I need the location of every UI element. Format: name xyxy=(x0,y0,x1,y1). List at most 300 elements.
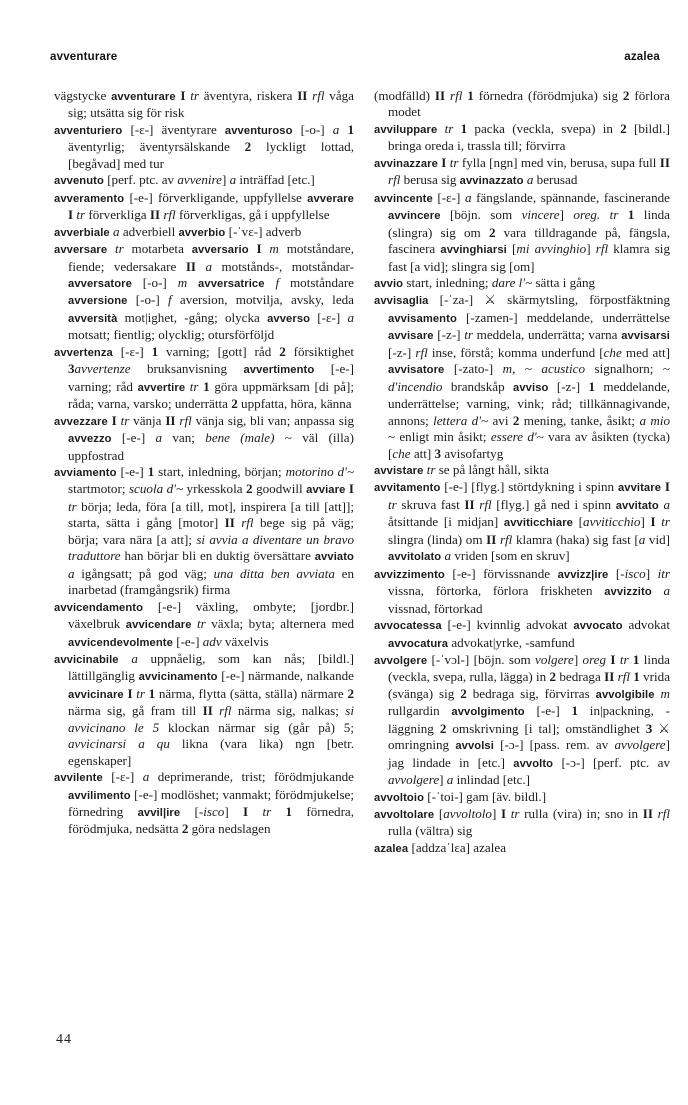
entry-text xyxy=(618,207,627,222)
entry-text: deprimerande, trist; förödmjukande xyxy=(149,769,354,785)
entry-text: äventyrlig; äventyrsälskande xyxy=(68,139,245,155)
italic-text: a xyxy=(155,430,163,446)
entry-text: fylla [ngn] med vin, berusa, supa full xyxy=(458,154,660,170)
italic-text: tr xyxy=(197,616,206,632)
entry-text: klamra (haka) sig fast [ xyxy=(512,531,639,547)
sense-number: I xyxy=(243,804,249,820)
entry-text: avi xyxy=(488,412,513,428)
dictionary-entry-avvoltoio xyxy=(374,789,670,806)
entry-text: motarbeta xyxy=(123,241,192,257)
entry-text: vissnad, förtorkad xyxy=(388,600,483,616)
italic-text: rfl xyxy=(388,172,401,188)
entry-text: [-zato-] xyxy=(444,361,503,377)
headword: avvil|ire xyxy=(137,807,181,820)
entry-text: se på långt håll, sikta xyxy=(435,461,549,477)
headword: avvinghiarsi xyxy=(440,244,507,257)
entry-text: åtsittande [i midjan] xyxy=(388,514,504,530)
entry-text: [-o-] xyxy=(127,292,168,308)
italic-text: rfl xyxy=(450,88,463,103)
entry-text xyxy=(249,241,257,256)
italic-text: tr xyxy=(120,412,130,428)
running-head-right: azalea xyxy=(624,51,660,63)
entry-text: vägstycke xyxy=(54,88,112,103)
entry-text: bruksanvisning xyxy=(130,361,244,377)
entry-text: [-ˈtoi-] gam [äv. bildl.] xyxy=(424,788,547,804)
dictionary-entry-avvincente xyxy=(374,190,670,275)
entry-text: förnedra (förödmjuka) sig xyxy=(473,88,623,103)
entry-text: rulla (vira) in; sno in xyxy=(519,806,643,822)
sense-number: 1 xyxy=(460,120,468,136)
italic-text: tr xyxy=(464,327,473,343)
headword: avvizzimento xyxy=(374,568,445,581)
entry-text: meddelande, underrättelse; varning, vink; råd; tillkännagivande, annons; xyxy=(388,378,670,428)
entry-text: motstånds-, motståndar- xyxy=(212,258,354,274)
italic-text: m xyxy=(502,361,513,377)
entry-text: närma sig, nalkas; xyxy=(231,703,346,719)
headword: avverbiale xyxy=(54,226,110,239)
headword: avvistare xyxy=(374,464,424,477)
entry-text: berusad xyxy=(533,172,578,188)
italic-text: motorino d'~ xyxy=(285,463,354,479)
entry-text: vrida (svänga) sig xyxy=(388,669,671,701)
left-column xyxy=(54,88,354,838)
entry-text: närma, flytta (sätta, ställa) närmare xyxy=(155,685,348,701)
sense-number: II xyxy=(434,88,446,103)
entry-text: [-z-] xyxy=(548,378,589,394)
headword: avviare xyxy=(306,484,346,497)
dictionary-entry-avversare xyxy=(54,241,354,344)
sense-number: 1 xyxy=(627,207,635,223)
right-column xyxy=(374,88,670,857)
headword: avvisatore xyxy=(388,364,445,377)
entry-text: start, inledning; xyxy=(403,274,492,290)
italic-text: a xyxy=(663,496,670,512)
headword: avvolgibile xyxy=(595,688,655,701)
dictionary-entry-avvicinabile xyxy=(54,651,354,769)
sense-number: II xyxy=(464,496,475,512)
entry-text: [-e-] närmande, nalkande xyxy=(217,668,354,684)
italic-text: tr xyxy=(388,496,397,512)
italic-text: lettera d'~ xyxy=(433,412,489,428)
italic-text: scuola d'~ xyxy=(128,481,184,497)
entry-text: [addzaˈlɛa] azalea xyxy=(408,839,507,855)
entry-text: skruva fast xyxy=(396,496,465,512)
entry-text: [flyg.] gå ned i spinn xyxy=(491,496,616,512)
entry-text: ~ enligt min åsikt; xyxy=(388,429,491,445)
entry-text: vara tilldragande på, fängsla, fascinera xyxy=(388,224,671,257)
entry-text: [-ɛ-] xyxy=(102,769,143,785)
entry-text: mot|ighet, -gång; olycka xyxy=(117,309,268,325)
italic-text: m xyxy=(269,241,279,257)
entry-text: [-e-] xyxy=(116,463,148,479)
italic-text: rfl xyxy=(499,531,513,547)
sense-number: 2 xyxy=(620,120,627,136)
italic-text: rfl xyxy=(312,88,325,103)
dictionary-entry-azalea xyxy=(374,840,670,857)
italic-text: a xyxy=(464,189,472,205)
dictionary-entry-avvio xyxy=(374,275,670,292)
entry-text: våga sig; utsätta sig för risk xyxy=(68,88,354,121)
italic-text: rfl xyxy=(415,344,428,360)
dictionary-entry-avvertenza xyxy=(54,344,354,413)
entry-text xyxy=(107,241,115,256)
italic-text: rfl xyxy=(479,496,492,512)
entry-text: [-ɛ-] xyxy=(112,343,152,359)
italic-text: tr xyxy=(190,88,199,103)
sense-number: 2 xyxy=(181,821,189,837)
sense-number: 1 xyxy=(467,88,474,103)
entry-text: [ xyxy=(434,806,444,822)
italic-text: si avvia a diventare un bravo traduttore xyxy=(68,531,354,564)
sense-number: 2 xyxy=(231,396,238,412)
sense-number: 2 xyxy=(279,343,286,359)
sense-number: 1 xyxy=(633,669,640,685)
entry-text: advokat|yrke, -samfund xyxy=(448,634,575,650)
running-head-left: avventurare xyxy=(50,51,118,63)
entry-text: motståndare, fiende; vedersakare xyxy=(68,241,354,274)
italic-text: tr xyxy=(661,514,671,530)
entry-text: [-e-] xyxy=(524,703,572,719)
headword: avvocato xyxy=(573,620,623,633)
headword: avvitamento xyxy=(374,482,441,495)
headword: avviluppare xyxy=(374,123,438,136)
entry-text: aversion, motvilja, avsky, leda xyxy=(171,292,354,308)
entry-text: in|packning, -läggning xyxy=(388,703,670,736)
italic-text: m xyxy=(660,685,670,701)
entry-text: ] xyxy=(645,565,658,581)
italic-text: bene (male) xyxy=(205,430,275,446)
entry-text: igångsatt; på god väg; xyxy=(74,565,214,581)
sense-number: I xyxy=(348,481,355,497)
sense-number: 1 xyxy=(203,378,210,394)
italic-text: vincere xyxy=(521,207,560,223)
italic-text: dare l'~ xyxy=(491,274,533,290)
italic-text: avviticchio xyxy=(583,514,641,530)
entry-text: göra uppmärksam [di på]; råda; varna, varsko; underrätta xyxy=(68,378,354,412)
italic-text: a xyxy=(205,258,213,274)
italic-text: si avvicinano le 5 xyxy=(68,703,354,735)
headword: avversare xyxy=(54,244,108,257)
entry-text: ] xyxy=(439,772,447,788)
entry-text: [-ɛ-] xyxy=(310,309,348,325)
headword: avviso xyxy=(513,381,549,394)
entry-text: rulla (vältra) sig xyxy=(388,823,473,839)
entry-text: vriden [som en skruv] xyxy=(451,548,570,564)
sense-number: I xyxy=(441,154,447,170)
headword: avvenuto xyxy=(54,175,104,188)
entry-text: bedraga xyxy=(556,669,605,685)
entry-text: [-e-] xyxy=(172,633,203,649)
sense-number: I xyxy=(610,651,616,667)
italic-text: tr xyxy=(449,154,459,170)
sense-number: II xyxy=(642,806,653,822)
italic-text: tr xyxy=(68,498,77,514)
italic-text: oreg. tr xyxy=(573,207,619,223)
headword: avvizzito xyxy=(604,586,652,599)
entry-text: avisofartyg xyxy=(441,445,504,461)
entry-text: uppfatta, höra, känna xyxy=(237,396,352,412)
italic-text: rfl xyxy=(657,806,670,822)
italic-text: a xyxy=(332,121,340,137)
italic-text: avvertenze xyxy=(74,361,131,377)
italic-text: f xyxy=(167,292,172,308)
sense-number: 2 xyxy=(549,669,557,685)
entry-text: start, inledning, början; xyxy=(154,463,286,479)
headword: avvilimento xyxy=(68,789,131,802)
entry-text: [-ˈvɛ-] adverb xyxy=(225,223,302,239)
entry-text: [-e-] [flyg.] störtdykning i spinn xyxy=(440,479,618,495)
italic-text: essere d'~ xyxy=(490,429,544,445)
entry-text xyxy=(453,121,460,136)
entry-text: förnedra, förödmjuka, nedsätta xyxy=(68,804,355,837)
entry-text: van; xyxy=(162,430,206,446)
italic-text: rfl xyxy=(241,515,254,531)
entry-text: [-z-] xyxy=(388,344,416,360)
entry-text: advokat xyxy=(622,617,670,633)
dictionary-entry-avvisaglia xyxy=(374,292,670,462)
italic-text: a xyxy=(663,583,670,599)
dictionary-entry-avvinazzare xyxy=(374,155,670,190)
dictionary-entry-avvocatessa xyxy=(374,617,670,652)
entry-text: berusa sig xyxy=(400,172,460,188)
dictionary-entry-avveramento xyxy=(54,190,354,224)
dictionary-entry-avventuriero xyxy=(54,122,354,172)
italic-text: oreg xyxy=(582,651,607,667)
headword: avvinazzare xyxy=(374,157,438,170)
italic-text: tr xyxy=(510,806,520,822)
sense-number: I xyxy=(68,207,74,223)
headword: avvitolato xyxy=(388,551,442,564)
entry-text: göra nedslagen xyxy=(188,821,271,837)
sense-number: I xyxy=(664,479,670,495)
entry-text: [böjn. som xyxy=(440,207,522,223)
entry-text: [-e-] xyxy=(111,430,156,446)
sense-number: II xyxy=(604,669,615,685)
entry-text: [ xyxy=(608,565,621,581)
italic-text: a xyxy=(347,309,354,325)
entry-text xyxy=(437,121,444,136)
headword: avviticchiare xyxy=(503,517,573,530)
entry-text: [-ɔ-] [pass. rem. av xyxy=(493,737,615,753)
italic-text: rfl xyxy=(617,669,630,685)
headword: avveramento xyxy=(54,192,125,205)
entry-text: signalhorn; ~ xyxy=(585,361,671,377)
dictionary-entry-avvizzimento xyxy=(374,566,670,617)
dictionary-entry-avverbiale xyxy=(54,224,354,241)
headword: avverbio xyxy=(178,226,226,239)
entry-text: närma sig, gå fram till xyxy=(68,703,203,719)
sense-number: I xyxy=(256,241,262,257)
italic-text: a xyxy=(142,769,150,785)
entry-text: [-e-] kvinnlig advokat xyxy=(441,617,574,633)
entry-text: [-z-] xyxy=(433,327,465,343)
entry-text: ] xyxy=(224,804,244,820)
sense-number: I xyxy=(650,514,656,530)
dictionary-entry-vagstycke xyxy=(54,88,354,122)
italic-text: tr xyxy=(136,685,145,701)
entry-text: meddela, underrätta; varna xyxy=(472,327,622,343)
italic-text: avvolgere xyxy=(388,772,440,788)
entry-text: [-ɔ-] [perf. ptc. av xyxy=(553,754,670,770)
headword: avvezzo xyxy=(68,433,112,446)
entry-text: vänja sig, bli van; anpassa sig xyxy=(191,412,355,428)
entry-text: linda (veckla, svepa, rulla, lägga) in xyxy=(388,651,670,685)
entry-text: att] xyxy=(410,445,435,461)
headword: avvicinare xyxy=(68,688,124,701)
headword: avvitare xyxy=(617,482,662,495)
italic-text: avvenire xyxy=(177,172,222,188)
entry-text: ] xyxy=(491,806,501,822)
headword: avvocatura xyxy=(388,637,449,650)
headword: avvizz|ire xyxy=(557,568,609,581)
entry-text: packa (veckla, svepa) in xyxy=(467,120,621,136)
headword: avvicendamento xyxy=(54,601,144,614)
entry-text: varning; [gott] råd xyxy=(158,343,280,359)
entry-text: [bildl.] bringa oreda i, trassla till; förvirra xyxy=(388,120,670,154)
entry-text: [-ˈvɔl-] [böjn. som xyxy=(427,651,536,667)
entry-text: startmotor; xyxy=(68,481,129,497)
sense-number: I xyxy=(180,88,186,103)
headword: avverare xyxy=(307,192,354,205)
headword: avvilente xyxy=(54,772,103,785)
entry-text: klockan närmar sig (går på) 5; xyxy=(159,719,354,735)
entry-text: vissna, förtorka, förlora friskheten xyxy=(388,583,605,599)
entry-text: adverbiell xyxy=(119,223,179,239)
entry-text: förverkligas, gå i uppfyllelse xyxy=(175,207,330,223)
headword: avvisamento xyxy=(388,312,457,325)
entry-text: [-o-] xyxy=(292,121,333,137)
headword: avvisaglia xyxy=(374,295,429,308)
dictionary-entry-avvezzare xyxy=(54,413,354,464)
sense-number: I xyxy=(127,685,133,701)
italic-text: adv xyxy=(202,633,222,649)
entry-text: bedraga sig, förvirras xyxy=(466,685,596,701)
entry-text: förverkliga xyxy=(85,207,150,223)
headword: avvertimento xyxy=(243,364,315,377)
entry-text: ] xyxy=(640,514,651,530)
entry-text: han börjar bli en duktig översättare xyxy=(120,548,315,564)
dictionary-entry-avvicendamento xyxy=(54,599,354,651)
italic-text: tr xyxy=(114,241,124,257)
entry-text: [-e-] varning; råd xyxy=(68,361,355,394)
entry-text: växelvis xyxy=(221,633,269,649)
entry-text: klamra sig fast [a vid]; slingra sig [om] xyxy=(388,241,670,274)
sense-number: 2 xyxy=(439,720,447,736)
headword: avvitato xyxy=(615,499,659,512)
italic-text: a xyxy=(131,650,138,666)
headword: azalea xyxy=(374,842,409,855)
headword: avversità xyxy=(68,312,118,325)
italic-text: a xyxy=(638,531,646,547)
entry-text: linda (slingra) sig om xyxy=(388,207,670,240)
entry-text: [-e-] förverkligande, uppfyllelse xyxy=(124,189,308,205)
sense-number: II xyxy=(165,412,176,428)
entry-text: mening, tanke, åsikt; xyxy=(519,412,640,428)
entry-text: fängslande, spännande, fascinerande xyxy=(471,189,670,205)
entry-text: inlindad [etc.] xyxy=(453,772,531,788)
headword: avvio xyxy=(374,277,404,290)
entry-text: bege sig på väg; börja; vara nära [a att]; xyxy=(68,515,354,547)
headword: avvincente xyxy=(374,192,433,205)
dictionary-entry-avviamento xyxy=(54,464,354,599)
entry-text: [-ɛ-] xyxy=(432,189,465,205)
italic-text: a xyxy=(113,223,120,239)
entry-text: försiktighet xyxy=(285,343,354,359)
italic-text: mi avvinghio xyxy=(516,241,587,257)
headword: avvisare xyxy=(388,330,434,343)
entry-text: [perf. ptc. av xyxy=(103,172,178,188)
dictionary-entry-modfalld xyxy=(374,88,670,121)
sense-number: I xyxy=(500,806,507,822)
headword: avvinazzato xyxy=(459,175,524,188)
entry-text: [ xyxy=(572,514,584,530)
italic-text: tr xyxy=(189,378,199,394)
headword: avvisarsi xyxy=(621,330,670,343)
entry-text xyxy=(652,583,664,598)
sense-number: 1 xyxy=(151,343,159,359)
italic-text: a xyxy=(446,772,454,788)
entry-text: ] xyxy=(573,651,583,667)
entry-text: likna (vara lika) ngn [betr. egenskaper] xyxy=(68,736,355,768)
headword: avvoltolare xyxy=(374,809,435,822)
entry-text: [ xyxy=(180,804,199,820)
entry-text xyxy=(248,804,262,819)
page-number: 44 xyxy=(56,1032,72,1047)
entry-text: ] xyxy=(559,207,574,223)
dictionary-entry-avvolgere xyxy=(374,652,670,789)
entry-text: inträffad [etc.] xyxy=(236,172,315,188)
sense-number: II xyxy=(297,88,308,103)
headword: avvolgimento xyxy=(451,706,525,719)
italic-text: a xyxy=(526,172,534,188)
italic-text: una ditta ben avviata xyxy=(213,565,335,581)
entry-text: ~ väl (illa) uppfostrad xyxy=(68,430,354,463)
italic-text: a xyxy=(444,548,452,564)
entry-text: motsatt; fientlig; olycklig; otursförföljd xyxy=(68,327,275,343)
entry-text: växla; byta; alternera med xyxy=(205,616,354,632)
italic-text: tr xyxy=(76,207,86,223)
entry-text: en inarbetad (framgångsrik) firma xyxy=(68,565,354,598)
entry-text xyxy=(271,804,285,819)
italic-text: rfl xyxy=(179,412,192,428)
entry-text: vänja xyxy=(129,412,166,428)
italic-text: m xyxy=(177,274,188,290)
headword: avvertire xyxy=(137,381,186,394)
entry-text: börja; leda, föra [a till, mot], inspirera [a till [att]]; starta, sätta i gång [motor] xyxy=(68,498,354,531)
dictionary-entry-avvitamento xyxy=(374,479,670,565)
dictionary-entry-avvoltolare xyxy=(374,806,670,840)
italic-text: che xyxy=(603,344,622,360)
headword: avvicendevolmente xyxy=(68,636,173,649)
sense-number: 2 xyxy=(460,685,467,701)
sense-number: 3 xyxy=(645,720,653,736)
sense-number: 3 xyxy=(68,361,75,377)
entry-text: vid] xyxy=(645,531,671,547)
dictionary-entry-avvenuto xyxy=(54,172,354,189)
sense-number: II xyxy=(224,515,235,531)
sense-number: II xyxy=(659,154,670,170)
sense-number: 2 xyxy=(622,88,630,103)
sense-number: II xyxy=(185,258,197,274)
entry-text: ] xyxy=(221,172,230,188)
italic-text: tr xyxy=(426,461,436,477)
sense-number: 1 xyxy=(571,703,579,719)
entry-text: slingra (linda) om xyxy=(388,531,487,547)
headword: avvicinabile xyxy=(54,653,119,666)
entry-text: vara av åsikten (tycka) [ xyxy=(388,429,670,461)
entry-text: lyckligt lottad, [begåvad] med tur xyxy=(68,139,354,171)
italic-text: a mio xyxy=(639,412,670,428)
